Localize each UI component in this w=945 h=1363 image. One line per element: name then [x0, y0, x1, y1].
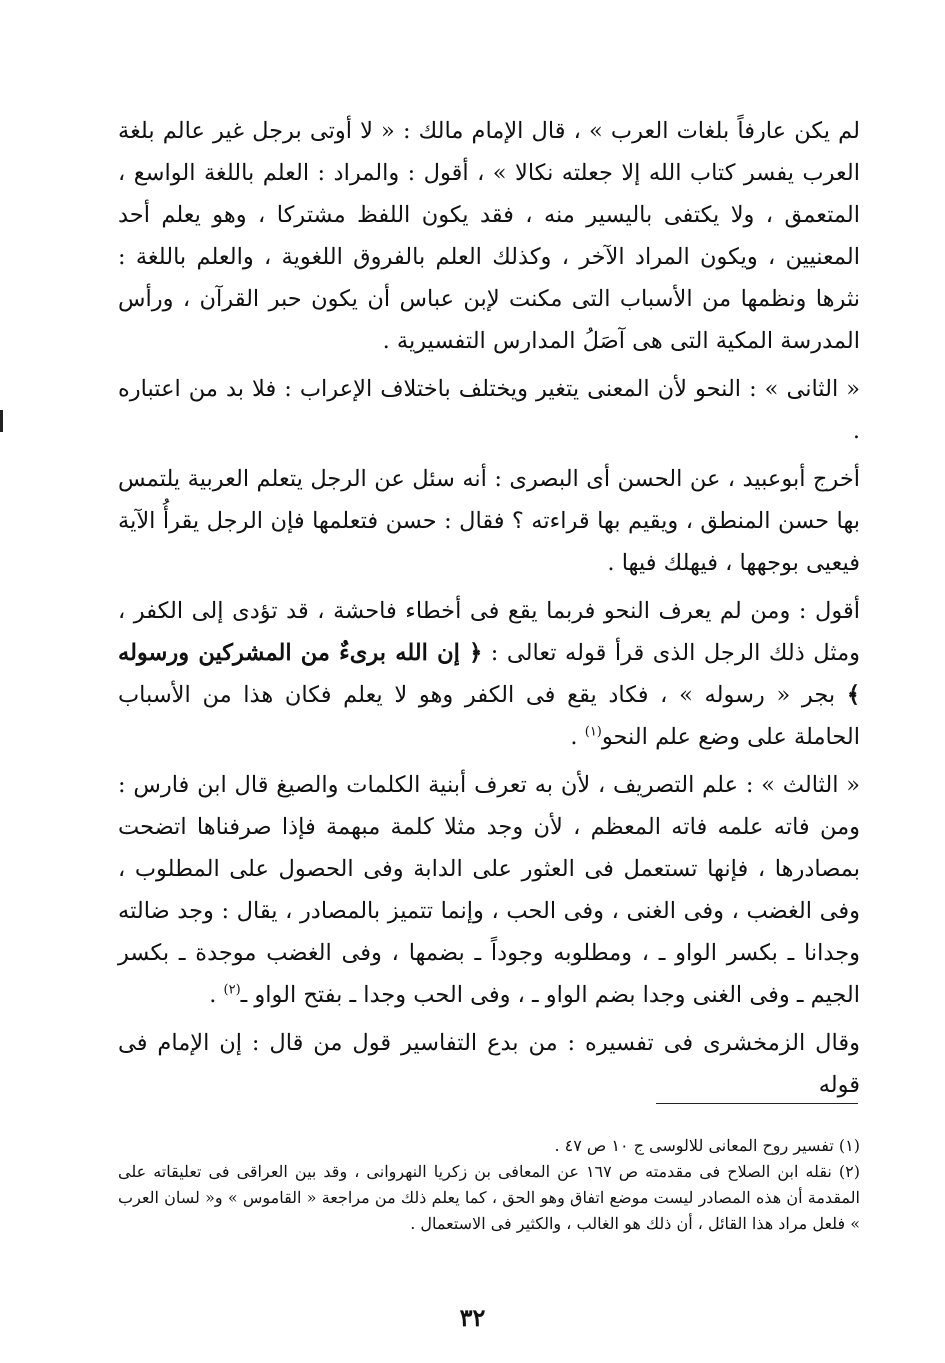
main-text	[118, 110, 860, 1112]
paragraph-4	[118, 590, 860, 758]
footnote-separator	[656, 1103, 858, 1104]
footnote-2: (٢) نقله ابن الصلاح فى مقدمته ص ١٦٧ عن المعافى بن زكريا النهروانى ، وقد بين العراقى فى تعليقاته على المقدمة أن هذه المصادر ليست موضع اتفاق وهو الحق ، كما يعلم ذلك من مراجعة « القاموس » و« لسان العرب » فلعل مراد هذا القائل ، أن ذلك هو الغالب ، والكثير فى الاستعمال .	[118, 1162, 861, 1233]
paragraph-5-text: « الثالث » : علم التصريف ، لأن به تعرف أبنية الكلمات والصيغ قال ابن فارس : ومن فاته علمه فاته المعظم ، لأن وجد مثلا كلمة مبهمة فإذا صرفناها اتضحت بمصادرها ، فإنها تستعمل فى العثور على الدابة وفى الحصول على المطلوب ، وفى الغضب ، وفى الغنى ، وفى الحب ، وإنما تتميز بالمصادر ، يقال : وجد ضالته وجدانا ـ بكسر الواو ـ ، ومطلوبه وجوداً ـ بضمها ، وفى الغضب موجدة ـ بكسر الجيم ـ وفى الغنى وجدا بضم الواو ـ ، وفى الحب وجدا ـ بفتح الواو ـ	[118, 772, 860, 1008]
page-number: ٣٢	[459, 1303, 486, 1332]
quran-verse: ﴿ إن الله برىءٌ من المشركين ورسوله ﴾	[118, 640, 860, 708]
paragraph-6: وقال الزمخشرى فى تفسيره : من بدع التفاسير قول من قال : إن الإمام فى قوله	[118, 1030, 860, 1098]
footnote-1: (١) تفسير روح المعانى للالوسى ج ١٠ ص ٤٧ .	[554, 1136, 860, 1155]
footnotes	[118, 1133, 860, 1237]
footnote-ref-1[interactable]: (١)	[584, 724, 602, 740]
paragraph-3: أخرج أبوعبيد ، عن الحسن أى البصرى : أنه سئل عن الرجل يتعلم العربية يلتمس بها حسن المنطق ، ويقيم بها قراءته ؟ فقال : حسن فتعلمها فإن الرجل يقرأُ الآية فيعيى بوجهها ، فيهلك فيها .	[118, 466, 860, 576]
paragraph-4-period: .	[570, 724, 585, 750]
footnote-ref-2[interactable]: (٢)	[223, 982, 241, 998]
paragraph-4-text-end: بجر « رسوله » ، فكاد يقع فى الكفر وهو لا يعلم فكان هذا من الأسباب الحاملة على وضع علم النحو	[118, 682, 860, 750]
paragraph-4-text-start: أقول : ومن لم يعرف النحو فربما يقع فى أخطاء فاحشة ، قد تؤدى إلى الكفر ، ومثل ذلك الرجل الذى قرأ قوله تعالى :	[118, 598, 860, 666]
paragraph-1: لم يكن عارفاً بلغات العرب » ، قال الإمام مالك : « لا أوتى برجل غير عالم بلغة العرب يفسر كتاب الله إلا جعلته نكالا » ، أقول : والمراد : العلم باللغة الواسع ، المتعمق ، ولا يكتفى باليسير منه ، فقد يكون اللفظ مشتركا ، وهو يعلم أحد المعنيين ، ويكون المراد الآخر ، وكذلك العلم بالفروق اللغوية ، والعلم باللغة : نثرها ونظمها من الأسباب التى مكنت لإبن عباس أن يكون حبر القرآن ، ورأس المدرسة المكية التى هى آصَلُ المدارس التفسيرية .	[118, 118, 860, 354]
scan-edge-mark	[0, 410, 3, 432]
paragraph-5	[118, 764, 860, 1016]
paragraph-2: « الثانى » : النحو لأن المعنى يتغير ويختلف باختلاف الإعراب : فلا بد من اعتباره .	[118, 376, 860, 444]
paragraph-5-period: .	[209, 982, 224, 1008]
